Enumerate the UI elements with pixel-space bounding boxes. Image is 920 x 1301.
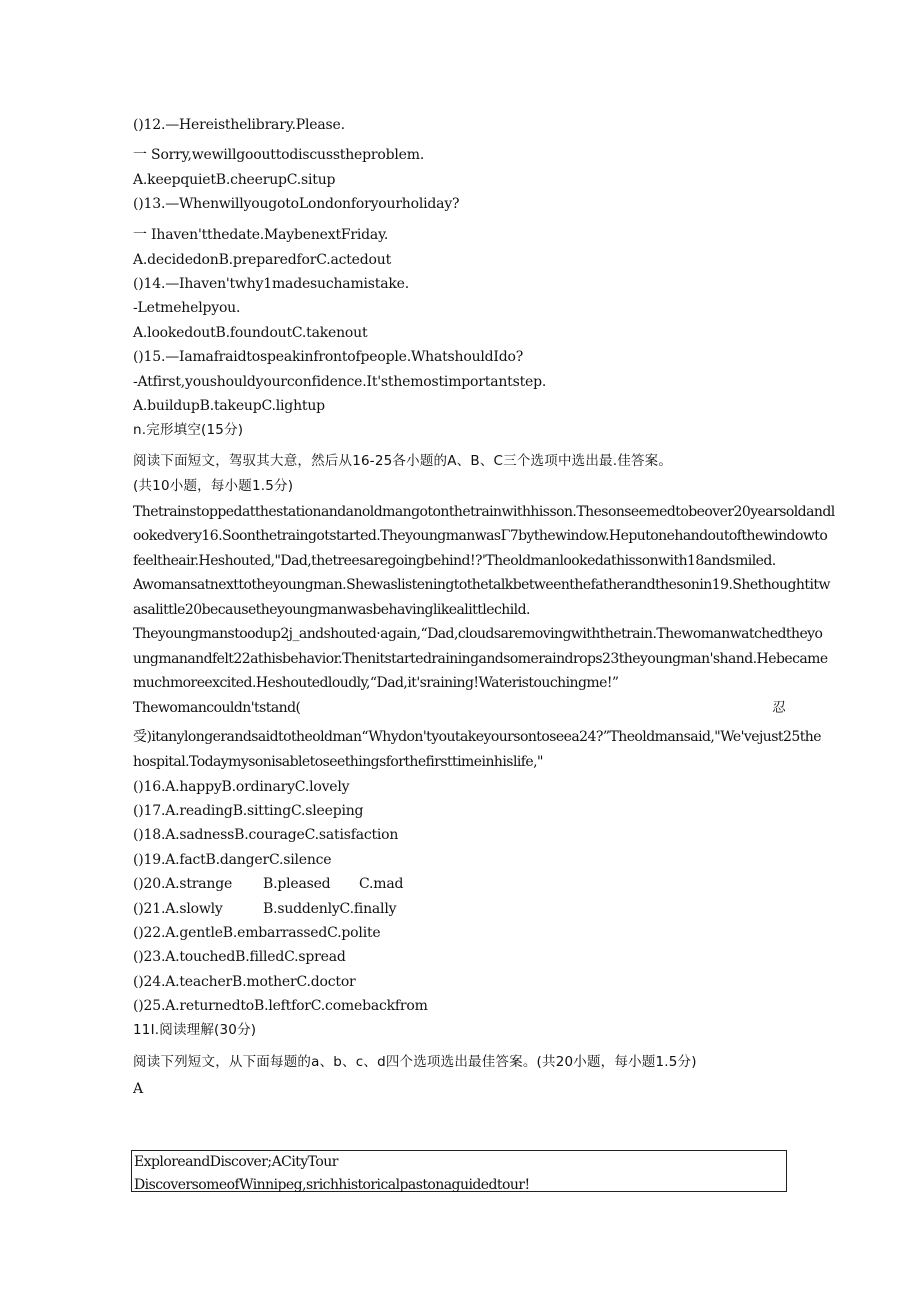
city-tour-box (131, 1150, 787, 1192)
question-14-reply: -Letmehelpyou. (133, 300, 241, 316)
passage-line-split (133, 699, 786, 717)
passage-line-left: Thewomancouldn'tstand( (133, 700, 301, 716)
passage-line: asalittle20becausetheyoungmanwasbehavinglikealittlechild. (133, 602, 530, 618)
section-2-instructions: 阅读下面短文，驾驭其大意，然后从16-25各小题的A、B、C三个选项中选出最.佳答案。 (133, 453, 673, 469)
option-20-c: C.mad (359, 876, 404, 892)
question-15-options: A.buildupB.takeupC.lightup (133, 398, 325, 414)
option-20-b: B.pleased (263, 876, 331, 892)
passage-line: Thetrainstoppedatthestationandanoldmangotonthetrainwithhisson.Thesonseemedtobeover20yearsoldandl (133, 504, 835, 520)
tour-subtitle: DiscoversomeofWinnipeg,srichhistoricalpastonaguidedtour! (134, 1177, 530, 1193)
section-3-instructions: 阅读下列短文，从下面每题的a、b、c、d四个选项选出最佳答案。(共20小题，每小题1.5分) (133, 1054, 697, 1070)
passage-label: A (133, 1081, 143, 1097)
question-12-reply: 一 Sorry,wewillgoouttodiscusstheproblem. (133, 147, 425, 163)
option-19: ()19.A.factB.dangerC.silence (133, 852, 332, 868)
question-13-reply: 一 Ihaven'tthedate.MaybenextFriday. (133, 227, 389, 243)
section-3-heading: 11I.阅读理解(30分) (133, 1022, 257, 1038)
passage-line: feeltheair.Heshouted,"Dad,thetreesaregoingbehind!?'Theoldmanlookedathissonwith18andsmiled. (133, 553, 776, 569)
option-17: ()17.A.readingB.sittingC.sleeping (133, 803, 364, 819)
passage-line: ookedvery16.Soonthetraingotstarted.TheyoungmanwasΓ7bythewindow.Heputonehandoutofthewindowto (133, 528, 828, 544)
passage-line: Theyoungmanstoodup2j_andshouted·again,“Dad,cloudsaremovingwiththetrain.Thewomanwatchedtheyo (133, 626, 823, 642)
option-21-bc: B.suddenlyC.finally (263, 901, 397, 917)
passage-line: 受)itanylongerandsaidtotheoldman“Whydon'tyoutakeyoursontoseea24?”Theoldmansaid,"We'vejust25the (133, 729, 821, 745)
question-15: ()15.—Iamafraidtospeakinfrontofpeople.WhatshouldIdo? (133, 349, 524, 365)
question-13: ()13.—WhenwillyougotoLondonforyourholiday? (133, 196, 460, 212)
option-24: ()24.A.teacherB.motherC.doctor (133, 974, 356, 990)
section-2-heading: n.完形填空(15分) (133, 422, 244, 438)
passage-line: hospital.Todaymysonisabletoseethingsforthefirsttimeinhislife," (133, 754, 543, 770)
option-22: ()22.A.gentleB.embarrassedC.polite (133, 925, 381, 941)
option-21 (133, 900, 396, 918)
passage-line-right: 忍 (772, 700, 786, 716)
passage-line: ungmanandfelt22athisbehavior.Thenitstartedrainingandsomeraindrops23theyoungman'shand.Hebecame (133, 651, 828, 667)
section-2-instructions-count: (共10小题，每小题1.5分) (133, 478, 294, 494)
question-14-options: A.lookedoutB.foundoutC.takenout (133, 325, 368, 341)
option-20-a: ()20.A.strange (133, 876, 233, 892)
passage-line: muchmoreexcited.Heshoutedloudly,“Dad,it'sraining!Wateristouchingme!” (133, 675, 619, 691)
option-25: ()25.A.returnedtoB.leftforC.comebackfrom (133, 998, 428, 1014)
question-13-options: A.decidedonB.preparedforC.actedout (133, 252, 392, 268)
question-12-options: A.keepquietB.cheerupC.situp (133, 172, 336, 188)
option-16: ()16.A.happyB.ordinaryC.lovely (133, 779, 350, 795)
question-12: ()12.—Hereisthelibrary.Please. (133, 117, 345, 133)
question-14: ()14.—Ihaven'twhy1madesuchamistake. (133, 276, 409, 292)
option-21-a: ()21.A.slowly (133, 901, 223, 917)
question-15-reply: -Atfirst,youshouldyourconfidence.It'sthemostimportantstep. (133, 374, 547, 390)
option-23: ()23.A.touchedB.filledC.spread (133, 949, 346, 965)
tour-title: ExploreandDiscover;ACityTour (134, 1154, 338, 1170)
option-18: ()18.A.sadnessB.courageC.satisfaction (133, 827, 399, 843)
option-20 (133, 875, 403, 893)
passage-line: Awomansatnexttotheyoungman.Shewaslisteningtothetalkbetweenthefatherandthesonin19.Shethoughtitw (133, 577, 830, 593)
